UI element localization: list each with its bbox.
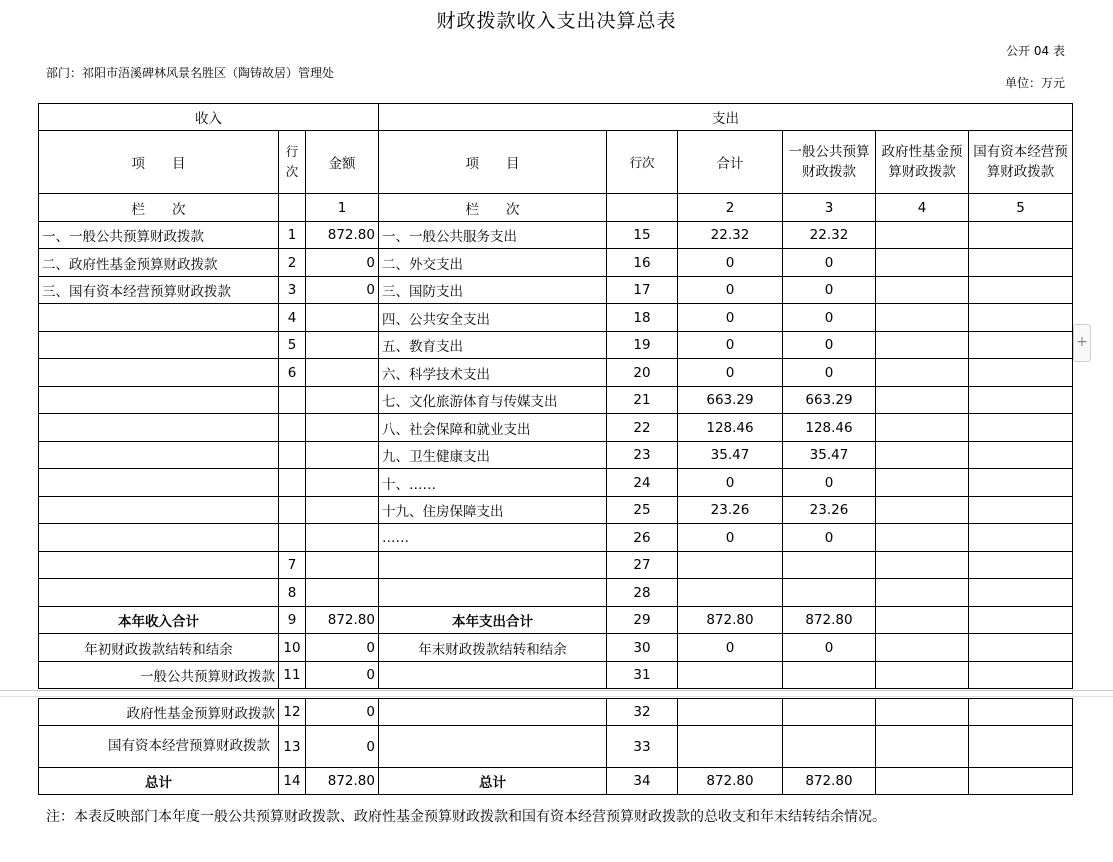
state-capital-cell xyxy=(969,552,1073,579)
total-cell: 0 xyxy=(678,277,783,304)
expense-item-cell: 十、…… xyxy=(379,469,607,497)
expense-item-cell xyxy=(379,662,607,689)
table-row xyxy=(39,304,1073,332)
income-amount-cell: 0 xyxy=(306,249,379,277)
income-amount-cell xyxy=(306,332,379,359)
finance-summary-table-continued xyxy=(38,698,1073,795)
income-item-cell xyxy=(39,497,279,524)
income-amount-cell xyxy=(306,304,379,332)
expense-row-no-cell: 25 xyxy=(607,497,678,524)
income-amount-cell xyxy=(306,524,379,552)
income-item-cell: 年初财政拨款结转和结余 xyxy=(39,634,279,662)
expense-row-no-header: 行次 xyxy=(607,131,678,194)
expense-row-no-cell: 20 xyxy=(607,359,678,387)
fund-budget-cell xyxy=(876,442,969,469)
income-item-cell: 三、国有资本经营预算财政拨款 xyxy=(39,277,279,304)
state-capital-cell xyxy=(969,607,1073,634)
expense-row-no-cell: 26 xyxy=(607,524,678,552)
table-row xyxy=(39,332,1073,359)
general-budget-cell: 128.46 xyxy=(783,414,876,442)
expense-item-cell: …… xyxy=(379,524,607,552)
income-item-cell: 总计 xyxy=(39,768,279,795)
fund-budget-cell xyxy=(876,387,969,414)
income-row-no-cell xyxy=(279,524,306,552)
footnote: 注：本表反映部门本年度一般公共预算财政拨款、政府性基金预算财政拨款和国有资本经营预算财政拨款的总收支和年末结转结余情况。 xyxy=(46,809,886,825)
income-row-no-cell: 5 xyxy=(279,332,306,359)
expense-item-cell: 十九、住房保障支出 xyxy=(379,497,607,524)
income-amount-cell: 0 xyxy=(306,277,379,304)
table-row xyxy=(39,442,1073,469)
income-item-cell xyxy=(39,579,279,607)
income-amount-cell xyxy=(306,359,379,387)
income-amount-cell xyxy=(306,469,379,497)
table-row xyxy=(39,524,1073,552)
table-row xyxy=(39,552,1073,579)
total-cell: 872.80 xyxy=(678,607,783,634)
income-row-no-header: 行次 xyxy=(279,131,306,194)
expense-row-no-cell: 32 xyxy=(607,699,678,726)
general-budget-cell xyxy=(783,579,876,607)
table-row xyxy=(39,277,1073,304)
state-capital-cell xyxy=(969,387,1073,414)
income-amount-cell xyxy=(306,414,379,442)
income-amount-cell: 0 xyxy=(306,634,379,662)
expense-row-no-cell: 34 xyxy=(607,768,678,795)
fund-budget-cell xyxy=(876,359,969,387)
expense-item-cell: 总计 xyxy=(379,768,607,795)
table-row xyxy=(39,699,1073,726)
state-capital-cell xyxy=(969,662,1073,689)
expense-row-no-cell: 19 xyxy=(607,332,678,359)
general-budget-cell: 35.47 xyxy=(783,442,876,469)
total-cell xyxy=(678,662,783,689)
report-title: 财政拨款收入支出决算总表 xyxy=(436,10,677,32)
general-budget-cell: 0 xyxy=(783,332,876,359)
expense-item-header: 项 目 xyxy=(379,131,607,194)
fund-budget-cell xyxy=(876,607,969,634)
income-item-cell: 一、一般公共预算财政拨款 xyxy=(39,222,279,249)
general-budget-cell: 0 xyxy=(783,304,876,332)
income-item-cell xyxy=(39,359,279,387)
unit-label: 单位：万元 xyxy=(1004,76,1065,90)
expense-row-no-cell: 18 xyxy=(607,304,678,332)
income-row-no-cell: 9 xyxy=(279,607,306,634)
table-row xyxy=(39,222,1073,249)
col-number-2: 2 xyxy=(678,194,783,222)
expense-row-no-cell: 27 xyxy=(607,552,678,579)
state-capital-cell xyxy=(969,524,1073,552)
col-number-4: 4 xyxy=(876,194,969,222)
general-budget-cell xyxy=(783,662,876,689)
income-header: 收入 xyxy=(39,104,379,131)
income-item-cell xyxy=(39,414,279,442)
fund-budget-cell xyxy=(876,552,969,579)
total-cell: 0 xyxy=(678,332,783,359)
general-budget-header: 一般公共预算财政拨款 xyxy=(783,131,876,194)
general-budget-cell: 0 xyxy=(783,249,876,277)
income-item-cell xyxy=(39,552,279,579)
total-cell: 35.47 xyxy=(678,442,783,469)
fund-budget-cell xyxy=(876,662,969,689)
income-item-cell xyxy=(39,469,279,497)
expense-item-cell xyxy=(379,726,607,768)
general-budget-cell: 663.29 xyxy=(783,387,876,414)
general-budget-cell: 872.80 xyxy=(783,768,876,795)
state-capital-cell xyxy=(969,634,1073,662)
total-cell: 0 xyxy=(678,249,783,277)
total-cell: 23.26 xyxy=(678,497,783,524)
income-amount-cell: 872.80 xyxy=(306,607,379,634)
expand-button[interactable]: + xyxy=(1073,324,1091,362)
income-amount-cell: 872.80 xyxy=(306,222,379,249)
income-item-cell: 本年收入合计 xyxy=(39,607,279,634)
income-row-no-cell: 4 xyxy=(279,304,306,332)
table-row xyxy=(39,768,1073,795)
total-cell: 663.29 xyxy=(678,387,783,414)
income-row-no-cell: 10 xyxy=(279,634,306,662)
general-budget-cell xyxy=(783,726,876,768)
expense-row-no-cell: 22 xyxy=(607,414,678,442)
page-break-line xyxy=(0,690,1113,691)
general-budget-cell: 23.26 xyxy=(783,497,876,524)
finance-summary-table xyxy=(38,103,1073,689)
page-break-line xyxy=(0,696,1113,697)
expense-row-no-cell: 31 xyxy=(607,662,678,689)
expense-row-no-cell: 33 xyxy=(607,726,678,768)
empty-cell xyxy=(607,194,678,222)
expense-row-no-cell: 16 xyxy=(607,249,678,277)
income-row-no-cell xyxy=(279,442,306,469)
table-row xyxy=(39,249,1073,277)
total-cell xyxy=(678,552,783,579)
col-number-3: 3 xyxy=(783,194,876,222)
table-row xyxy=(39,726,1073,768)
expense-item-cell: 本年支出合计 xyxy=(379,607,607,634)
income-amount-header: 金额 xyxy=(306,131,379,194)
expense-header: 支出 xyxy=(379,104,1073,131)
income-amount-cell: 0 xyxy=(306,726,379,768)
expense-item-cell: 五、教育支出 xyxy=(379,332,607,359)
expense-row-no-cell: 21 xyxy=(607,387,678,414)
table-row xyxy=(39,359,1073,387)
income-row-no-cell xyxy=(279,414,306,442)
income-row-no-cell: 8 xyxy=(279,579,306,607)
fund-budget-cell xyxy=(876,277,969,304)
total-cell xyxy=(678,579,783,607)
income-amount-cell: 0 xyxy=(306,662,379,689)
total-cell: 0 xyxy=(678,524,783,552)
income-row-no-cell xyxy=(279,497,306,524)
income-amount-cell xyxy=(306,579,379,607)
state-capital-header: 国有资本经营预算财政拨款 xyxy=(969,131,1073,194)
general-budget-cell: 0 xyxy=(783,524,876,552)
general-budget-cell: 22.32 xyxy=(783,222,876,249)
state-capital-cell xyxy=(969,222,1073,249)
state-capital-cell xyxy=(969,726,1073,768)
income-row-no-cell xyxy=(279,387,306,414)
table-row xyxy=(39,497,1073,524)
fund-budget-cell xyxy=(876,222,969,249)
total-cell: 22.32 xyxy=(678,222,783,249)
expense-item-cell: 六、科学技术支出 xyxy=(379,359,607,387)
col-number-5: 5 xyxy=(969,194,1073,222)
expense-row-no-cell: 17 xyxy=(607,277,678,304)
total-cell: 872.80 xyxy=(678,768,783,795)
fund-budget-cell xyxy=(876,414,969,442)
state-capital-cell xyxy=(969,469,1073,497)
total-cell: 0 xyxy=(678,359,783,387)
table-row xyxy=(39,607,1073,634)
income-row-no-cell: 14 xyxy=(279,768,306,795)
expense-item-cell: 二、外交支出 xyxy=(379,249,607,277)
expense-item-cell: 四、公共安全支出 xyxy=(379,304,607,332)
table-row xyxy=(39,662,1073,689)
income-item-cell xyxy=(39,332,279,359)
general-budget-cell xyxy=(783,699,876,726)
income-row-no-cell: 2 xyxy=(279,249,306,277)
income-row-no-cell xyxy=(279,469,306,497)
total-cell: 128.46 xyxy=(678,414,783,442)
expense-item-cell xyxy=(379,579,607,607)
table-row xyxy=(39,469,1073,497)
expense-item-cell xyxy=(379,552,607,579)
state-capital-cell xyxy=(969,249,1073,277)
state-capital-cell xyxy=(969,359,1073,387)
income-item-header: 项 目 xyxy=(39,131,279,194)
income-item-cell: 一般公共预算财政拨款 xyxy=(39,662,279,689)
fund-budget-cell xyxy=(876,469,969,497)
fund-budget-cell xyxy=(876,497,969,524)
col-number-1: 1 xyxy=(306,194,379,222)
fund-budget-cell xyxy=(876,768,969,795)
total-cell xyxy=(678,726,783,768)
table-row xyxy=(39,414,1073,442)
state-capital-cell xyxy=(969,497,1073,524)
income-amount-cell: 0 xyxy=(306,699,379,726)
fund-budget-cell xyxy=(876,726,969,768)
expense-row-no-cell: 30 xyxy=(607,634,678,662)
general-budget-cell xyxy=(783,552,876,579)
income-item-cell xyxy=(39,442,279,469)
income-item-cell: 国有资本经营预算财政拨款 xyxy=(39,726,279,768)
general-budget-cell: 0 xyxy=(783,469,876,497)
expense-item-cell: 八、社会保障和就业支出 xyxy=(379,414,607,442)
expense-row-no-cell: 24 xyxy=(607,469,678,497)
state-capital-cell xyxy=(969,332,1073,359)
expense-row-no-cell: 29 xyxy=(607,607,678,634)
income-item-cell xyxy=(39,304,279,332)
state-capital-cell xyxy=(969,277,1073,304)
expense-row-no-cell: 28 xyxy=(607,579,678,607)
fund-budget-cell xyxy=(876,524,969,552)
expense-item-cell: 年末财政拨款结转和结余 xyxy=(379,634,607,662)
general-budget-cell: 0 xyxy=(783,634,876,662)
state-capital-cell xyxy=(969,579,1073,607)
general-budget-cell: 872.80 xyxy=(783,607,876,634)
income-row-no-cell: 3 xyxy=(279,277,306,304)
expense-col-label: 栏 次 xyxy=(379,194,607,222)
total-cell: 0 xyxy=(678,304,783,332)
total-header: 合计 xyxy=(678,131,783,194)
state-capital-cell xyxy=(969,414,1073,442)
income-item-cell xyxy=(39,524,279,552)
income-amount-cell: 872.80 xyxy=(306,768,379,795)
form-number: 公开 04 表 xyxy=(1006,44,1065,58)
expense-item-cell: 九、卫生健康支出 xyxy=(379,442,607,469)
fund-budget-cell xyxy=(876,332,969,359)
fund-budget-cell xyxy=(876,699,969,726)
total-cell: 0 xyxy=(678,469,783,497)
income-row-no-cell: 6 xyxy=(279,359,306,387)
income-row-no-cell: 11 xyxy=(279,662,306,689)
income-amount-cell xyxy=(306,387,379,414)
income-item-cell: 政府性基金预算财政拨款 xyxy=(39,699,279,726)
income-item-cell: 二、政府性基金预算财政拨款 xyxy=(39,249,279,277)
fund-budget-cell xyxy=(876,249,969,277)
general-budget-cell: 0 xyxy=(783,359,876,387)
expense-row-no-cell: 23 xyxy=(607,442,678,469)
table-row xyxy=(39,634,1073,662)
expense-item-cell: 一、一般公共服务支出 xyxy=(379,222,607,249)
income-amount-cell xyxy=(306,497,379,524)
fund-budget-cell xyxy=(876,304,969,332)
income-item-cell xyxy=(39,387,279,414)
total-cell xyxy=(678,699,783,726)
expense-item-cell xyxy=(379,699,607,726)
table-row xyxy=(39,387,1073,414)
fund-budget-header: 政府性基金预算财政拨款 xyxy=(876,131,969,194)
general-budget-cell: 0 xyxy=(783,277,876,304)
income-amount-cell xyxy=(306,552,379,579)
expense-row-no-cell: 15 xyxy=(607,222,678,249)
empty-cell xyxy=(279,194,306,222)
state-capital-cell xyxy=(969,699,1073,726)
state-capital-cell xyxy=(969,442,1073,469)
fund-budget-cell xyxy=(876,634,969,662)
expense-item-cell: 三、国防支出 xyxy=(379,277,607,304)
income-row-no-cell: 1 xyxy=(279,222,306,249)
department-label: 部门：祁阳市浯溪碑林风景名胜区（陶铸故居）管理处 xyxy=(46,66,335,80)
income-row-no-cell: 12 xyxy=(279,699,306,726)
income-row-no-cell: 13 xyxy=(279,726,306,768)
table-row xyxy=(39,579,1073,607)
fund-budget-cell xyxy=(876,579,969,607)
total-cell: 0 xyxy=(678,634,783,662)
income-amount-cell xyxy=(306,442,379,469)
state-capital-cell xyxy=(969,768,1073,795)
expense-item-cell: 七、文化旅游体育与传媒支出 xyxy=(379,387,607,414)
income-row-no-cell: 7 xyxy=(279,552,306,579)
income-col-label: 栏 次 xyxy=(39,194,279,222)
state-capital-cell xyxy=(969,304,1073,332)
